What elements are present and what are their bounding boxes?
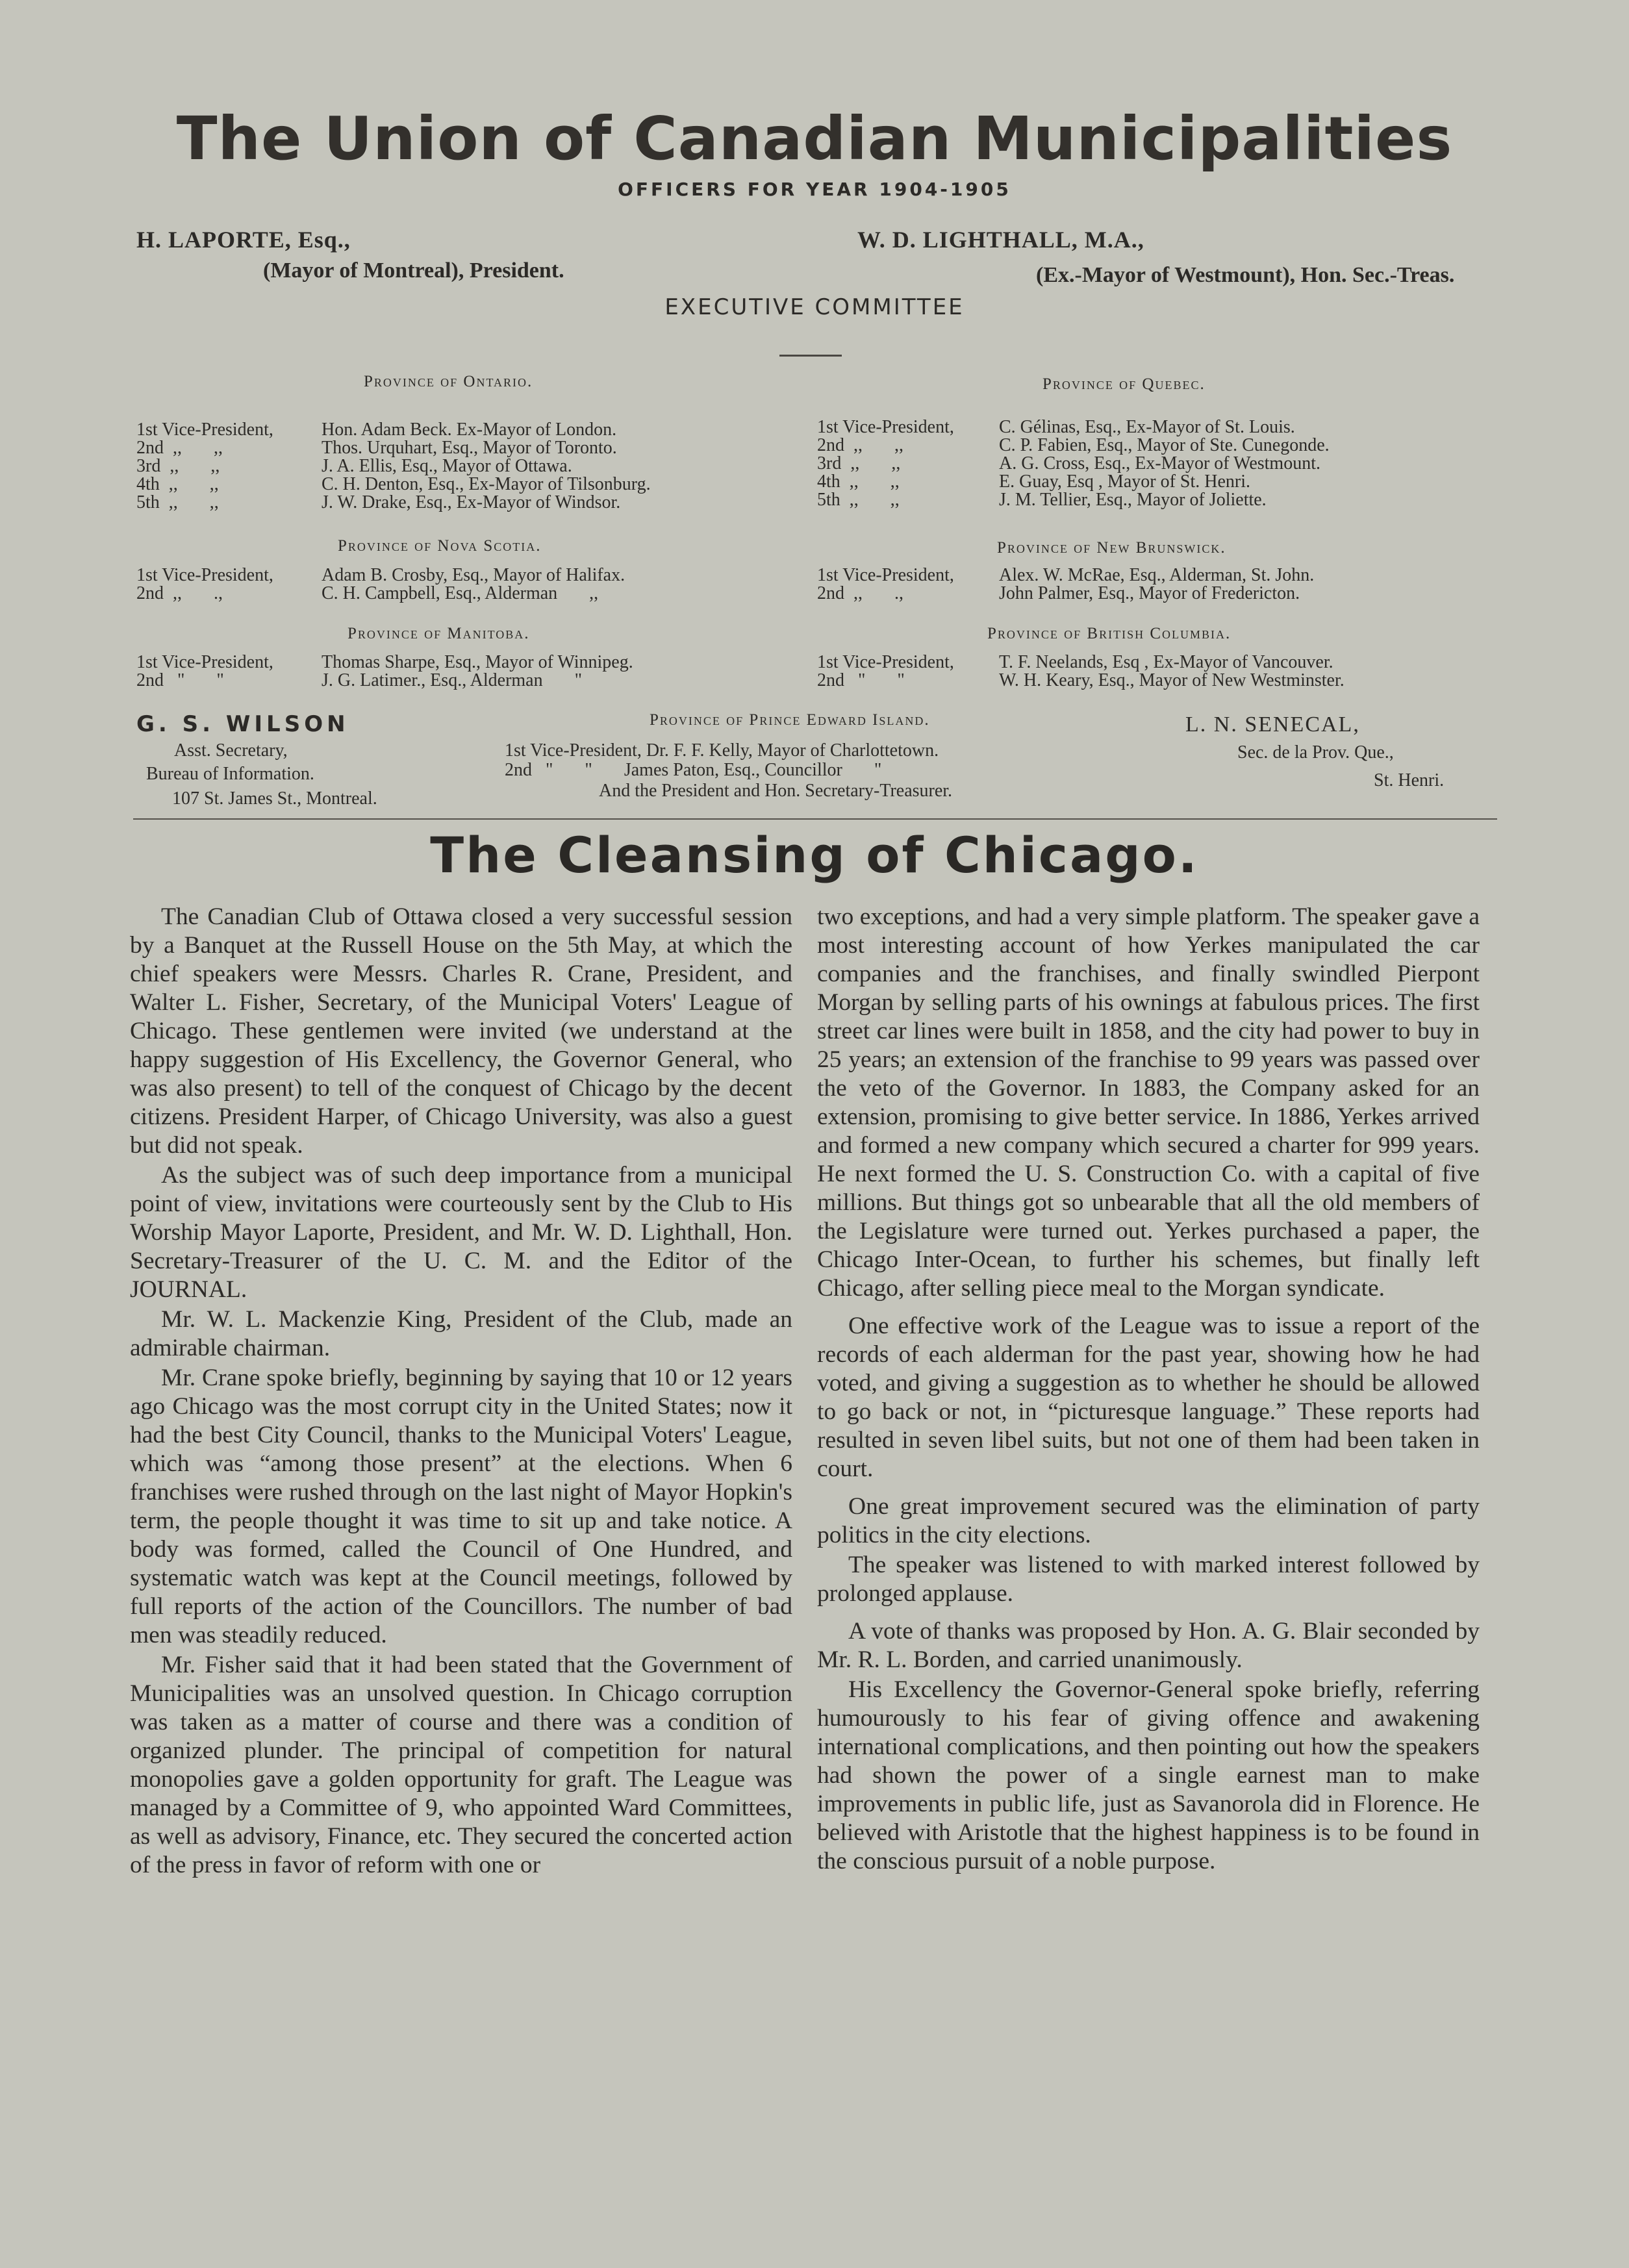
executive-heading: EXECUTIVE COMMITTEE: [664, 294, 965, 320]
new-brunswick-heading: Province of New Brunswick.: [997, 539, 1226, 557]
list-item: 4th ,, ,, E. Guay, Esq , Mayor of St. Henri.: [817, 472, 1251, 492]
quebec-heading: Province of Quebec.: [1042, 375, 1206, 393]
manitoba-heading: Province of Manitoba.: [347, 625, 530, 642]
president-role: (Mayor of Montreal), President.: [263, 258, 564, 283]
new-brunswick-list: [817, 566, 1314, 603]
british-columbia-heading: Province of British Columbia.: [987, 625, 1231, 642]
secretary-name: W. D. LIGHTHALL, M.A.,: [857, 227, 1144, 253]
british-columbia-list: [817, 653, 1345, 690]
paragraph: A vote of thanks was proposed by Hon. A. G. Blair seconded by Mr. R. L. Borden, and carried unanimously.: [817, 1618, 1480, 1673]
senecal-name: L. N. SENECAL,: [1185, 712, 1360, 737]
article-title: The Cleansing of Chicago.: [430, 826, 1199, 884]
paragraph: Mr. Fisher said that it had been stated that the Government of Municipalities was an unsolved question. In Chicago corruption was taken as a matter of course and there was a condition of organized plunder. The principal of competition for natural monopolies gave a golden opportunity for graft. The League was managed by a Committee of 9, who appointed Ward Committees, as well as advisory, Finance, etc. They secured the concerted action of the press in favor of reform with one or: [130, 1652, 792, 1878]
list-item: 3rd ,, ,, A. G. Cross, Esq., Ex-Mayor of Westmount.: [817, 453, 1320, 473]
list-item: 1st Vice-President, Adam B. Crosby, Esq., Mayor of Halifax.: [136, 565, 625, 585]
senecal-line: St. Henri.: [1374, 770, 1445, 790]
pei-heading: Province of Prince Edward Island.: [650, 711, 930, 729]
list-item: 3rd ,, ,, J. A. Ellis, Esq., Mayor of Ottawa.: [136, 456, 572, 476]
nova-scotia-heading: Province of Nova Scotia.: [338, 537, 542, 555]
list-item: 2nd ,, ., C. H. Campbell, Esq., Alderman ,,: [136, 583, 599, 603]
list-item: 1st Vice-President, Hon. Adam Beck. Ex-Mayor of London.: [136, 420, 617, 440]
list-item: 1st Vice-President, T. F. Neelands, Esq , Ex-Mayor of Vancouver.: [817, 652, 1333, 672]
article-right-column: [817, 903, 1480, 1876]
officers-subtitle: OFFICERS FOR YEAR 1904-1905: [618, 179, 1011, 200]
manitoba-list: [136, 653, 633, 690]
secretary-role: (Ex.-Mayor of Westmount), Hon. Sec.-Treas.: [1036, 263, 1455, 287]
list-item: 1st Vice-President, C. Gélinas, Esq., Ex-Mayor of St. Louis.: [817, 417, 1295, 437]
paragraph: The Canadian Club of Ottawa closed a very successful session by a Banquet at the Russell House on the 5th May, at which the chief speakers were Messrs. Charles R. Crane, President, and Walter L. Fisher, Secretary, of the Municipal Voters' League of Chicago. These gentlemen were invited (we understand at the happy suggestion of His Excellency, the Governor General, who was also present) to tell of the conquest of Chicago by the decent citizens. President Harper, of Chicago University, was also a guest but did not speak.: [130, 903, 792, 1159]
article-left-column: [130, 903, 792, 1880]
divider: [779, 355, 842, 357]
list-item: 2nd ,, ., John Palmer, Esq., Mayor of Fredericton.: [817, 583, 1300, 603]
masthead-title: The Union of Canadian Municipalities: [176, 104, 1453, 173]
nova-scotia-list: [136, 566, 625, 603]
paragraph: As the subject was of such deep importance from a municipal point of view, invitations were courteously sent by the Club to His Worship Mayor Laporte, President, and Mr. W. D. Lighthall, Hon. Secretary-Treasurer of the U. C. M. and the Editor of the JOURNAL.: [130, 1162, 792, 1303]
list-item: 4th ,, ,, C. H. Denton, Esq., Ex-Mayor of Tilsonburg.: [136, 474, 651, 494]
wilson-line: 107 St. James St., Montreal.: [172, 788, 377, 809]
paragraph: The speaker was listened to with marked interest followed by prolonged applause.: [817, 1552, 1480, 1607]
wilson-name: G. S. WILSON: [136, 711, 349, 737]
ontario-list: [136, 421, 651, 512]
wilson-line: Bureau of Information.: [146, 764, 314, 784]
paragraph: His Excellency the Governor-General spoke briefly, referring humourously to his fear of giving offence and awakening international complications, and then pointing out how the speakers had shown the power of a single earnest man to make improvements in public life, just as Savanorola did in Florence. He believed with Aristotle that the highest happiness is to be found in the conscious pursuit of a noble purpose.: [817, 1676, 1480, 1874]
list-item: 2nd " " W. H. Keary, Esq., Mayor of New Westminster.: [817, 670, 1345, 690]
pei-line: 2nd " " James Paton, Esq., Councillor ": [505, 760, 882, 780]
paragraph: One effective work of the League was to issue a report of the records of each alderman for the past year, showing how he had voted, and giving a suggestion as to whether he should be allowed to go back or not, in “picturesque language.” These reports had resulted in seven libel suits, but not one of them had been taken in court.: [817, 1313, 1480, 1482]
quebec-list: [817, 418, 1330, 509]
wilson-line: Asst. Secretary,: [174, 740, 288, 761]
paragraph: two exceptions, and had a very simple platform. The speaker gave a most interesting account of how Yerkes manipulated the car companies and the franchises, and finally swindled Pierpont Morgan by selling parts of his ownings at fabulous prices. The first street car lines were built in 1858, and the city had power to buy in 25 years; an extension of the franchise to 99 years was passed over the veto of the Governor. In 1883, the Company asked for an extension, promising to give better service. In 1886, Yerkes arrived and formed a new company which secured a charter for 999 years. He next formed the U. S. Construction Co. with a capital of five millions. But things got so unbearable that all the old members of the Legislature were turned out. Yerkes purchased a paper, the Chicago Inter-Ocean, to further his schemes, but finally left Chicago, after selling piece meal to the Morgan syndicate.: [817, 903, 1480, 1302]
header-rule: [133, 818, 1497, 820]
paragraph: Mr. Crane spoke briefly, beginning by saying that 10 or 12 years ago Chicago was the most corrupt city in the United States; now it had the best City Council, thanks to the Municipal Voters' League, which was “among those present” at the elections. When 6 franchises were rushed through on the last night of Mayor Hopkin's term, the people thought it was time to sit up and take notice. A body was formed, called the Council of One Hundred, and systematic watch was kept at the Council meetings, followed by full reports of the action of the Councillors. The number of bad men was steadily reduced.: [130, 1365, 792, 1648]
paragraph: Mr. W. L. Mackenzie King, President of the Club, made an admirable chairman.: [130, 1306, 792, 1361]
senecal-line: Sec. de la Prov. Que.,: [1237, 742, 1394, 762]
pei-line: 1st Vice-President, Dr. F. F. Kelly, Mayor of Charlottetown.: [505, 740, 939, 761]
list-item: 5th ,, ,, J. M. Tellier, Esq., Mayor of Joliette.: [817, 490, 1267, 510]
ontario-heading: Province of Ontario.: [364, 373, 533, 390]
list-item: 2nd " " J. G. Latimer., Esq., Alderman ": [136, 670, 583, 690]
list-item: 1st Vice-President, Thomas Sharpe, Esq., Mayor of Winnipeg.: [136, 652, 633, 672]
list-item: 2nd ,, ,, C. P. Fabien, Esq., Mayor of Ste. Cunegonde.: [817, 435, 1330, 455]
list-item: 1st Vice-President, Alex. W. McRae, Esq., Alderman, St. John.: [817, 565, 1315, 585]
pei-line: And the President and Hon. Secretary-Treasurer.: [599, 781, 953, 801]
president-name: H. LAPORTE, Esq.,: [136, 227, 351, 253]
paragraph: One great improvement secured was the elimination of party politics in the city elections.: [817, 1493, 1480, 1548]
list-item: 2nd ,, ,, Thos. Urquhart, Esq., Mayor of Toronto.: [136, 438, 617, 458]
list-item: 5th ,, ,, J. W. Drake, Esq., Ex-Mayor of Windsor.: [136, 492, 621, 512]
